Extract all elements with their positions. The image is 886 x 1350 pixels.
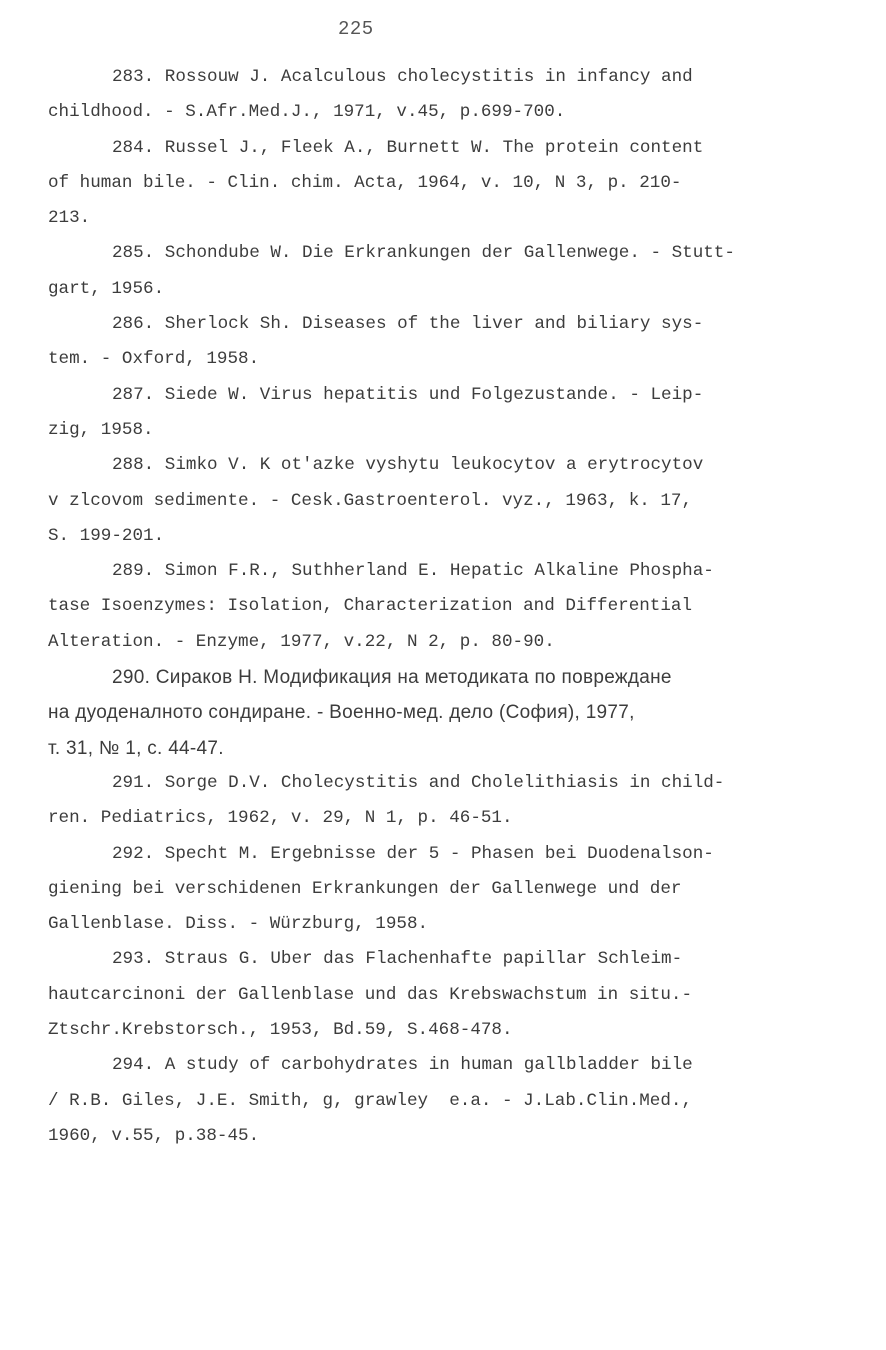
reference-entry-294 [48, 1048, 848, 1154]
reference-continuation-line: hautcarcinoni der Gallenblase und das Krebswachstum in situ.- [48, 984, 693, 1005]
reference-continuation-line: Alteration. - Enzyme, 1977, v.22, N 2, p. 80-90. [48, 631, 555, 652]
reference-continuation-line: zig, 1958. [48, 419, 154, 440]
reference-entry-287 [48, 378, 848, 449]
reference-entry-293 [48, 942, 848, 1048]
reference-first-line: 285. Schondube W. Die Erkrankungen der Gallenwege. - Stutt- [112, 243, 735, 264]
reference-continuation-line: Gallenblase. Diss. - Würzburg, 1958. [48, 914, 429, 935]
reference-entry-290 [48, 660, 848, 766]
reference-first-line: 287. Siede W. Virus hepatitis und Folgezustande. - Leip- [112, 384, 704, 405]
page-number: 225 [338, 18, 374, 40]
reference-continuation-line: of human bile. - Clin. chim. Acta, 1964, v. 10, N 3, p. 210- [48, 172, 682, 193]
reference-entry-289 [48, 554, 848, 660]
reference-continuation-line: т. 31, № 1, с. 44-47. [48, 737, 224, 759]
reference-entry-291 [48, 766, 848, 837]
reference-first-line: 289. Simon F.R., Suthherland E. Hepatic Alkaline Phospha- [112, 561, 714, 582]
reference-first-line: 283. Rossouw J. Acalculous cholecystitis in infancy and [112, 67, 693, 87]
reference-continuation-line: gart, 1956. [48, 278, 165, 299]
reference-continuation-line: 1960, v.55, p.38-45. [48, 1125, 260, 1146]
reference-continuation-line: Ztschr.Krebstorsch., 1953, Bd.59, S.468-478. [48, 1020, 513, 1041]
reference-first-line: 290. Сираков Н. Модификация на методиката по повреждане [112, 667, 672, 689]
reference-continuation-line: v zlcovom sedimente. - Cesk.Gastroenterol. vyz., 1963, k. 17, [48, 490, 693, 511]
reference-continuation-line: childhood. - S.Afr.Med.J., 1971, v.45, p.699-700. [48, 102, 566, 123]
reference-first-line: 291. Sorge D.V. Cholecystitis and Cholelithiasis in child- [112, 772, 725, 793]
reference-continuation-line: tem. - Oxford, 1958. [48, 349, 260, 370]
reference-first-line: 286. Sherlock Sh. Diseases of the liver and biliary sys- [112, 314, 704, 335]
reference-first-line: 294. A study of carbohydrates in human gallbladder bile [112, 1055, 693, 1076]
reference-first-line: 284. Russel J., Fleek A., Burnett W. The protein content [112, 137, 704, 158]
reference-continuation-line: на дуоденалното сондиране. - Военно-мед. дело (София), 1977, [48, 702, 635, 724]
reference-continuation-line: 213. [48, 208, 91, 229]
reference-entry-286 [48, 307, 848, 378]
reference-continuation-line: tase Isoenzymes: Isolation, Characterization and Differential [48, 596, 693, 617]
reference-first-line: 293. Straus G. Uber das Flachenhafte papillar Schleim- [112, 949, 683, 970]
reference-entry-285 [48, 236, 848, 307]
reference-continuation-line: ren. Pediatrics, 1962, v. 29, N 1, p. 46-51. [48, 808, 513, 829]
reference-entry-283 [48, 60, 848, 131]
reference-entry-292 [48, 837, 848, 943]
reference-continuation-line: giening bei verschidenen Erkrankungen der Gallenwege und der [48, 878, 682, 899]
reference-entry-284 [48, 131, 848, 237]
reference-continuation-line: S. 199-201. [48, 525, 165, 546]
reference-first-line: 292. Specht M. Ergebnisse der 5 - Phasen bei Duodenalson- [112, 843, 714, 864]
reference-list [48, 60, 848, 1154]
reference-continuation-line: / R.B. Giles, J.E. Smith, g, grawley e.a. - J.Lab.Clin.Med., [48, 1090, 693, 1111]
reference-entry-288 [48, 448, 848, 554]
reference-first-line: 288. Simko V. K ot'azke vyshytu leukocytov a erytrocytov [112, 455, 704, 476]
